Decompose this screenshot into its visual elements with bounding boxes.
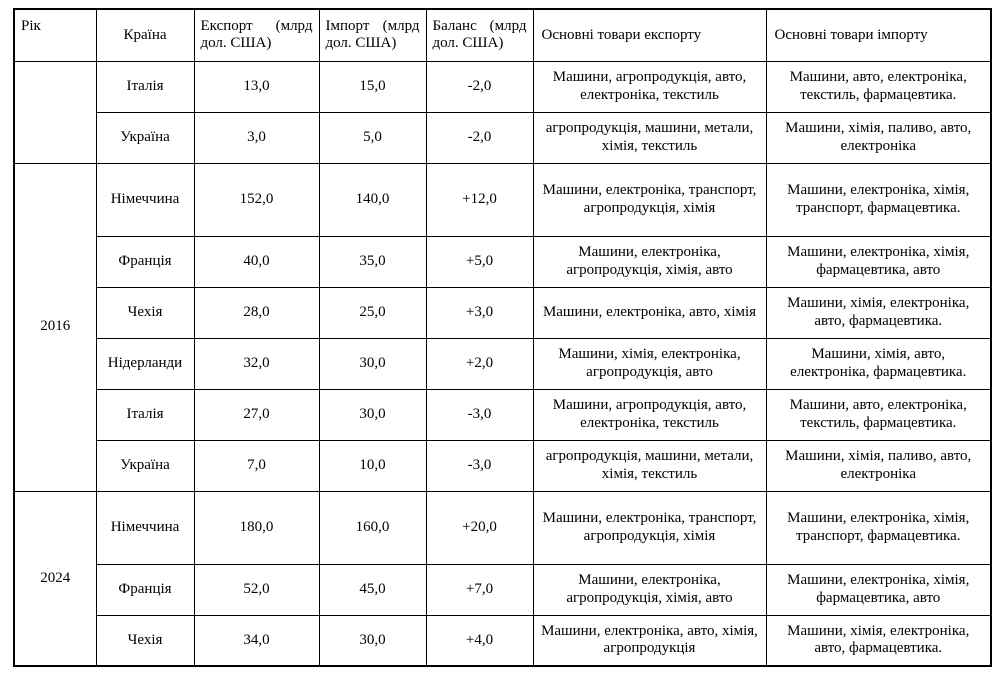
country-cell: Франція bbox=[96, 236, 194, 287]
table-row bbox=[14, 564, 991, 615]
import-goods-cell: Машини, авто, електроніка, текстиль, фармацевтика. bbox=[766, 389, 991, 440]
export-cell: 3,0 bbox=[194, 112, 319, 163]
table-row bbox=[14, 615, 991, 666]
country-cell: Німеччина bbox=[96, 163, 194, 236]
country-cell: Україна bbox=[96, 112, 194, 163]
export-cell: 34,0 bbox=[194, 615, 319, 666]
trade-data-table bbox=[13, 8, 992, 667]
import-goods-cell: Машини, хімія, авто, електроніка, фармацевтика. bbox=[766, 338, 991, 389]
table-row bbox=[14, 163, 991, 236]
col-header-country: Країна bbox=[96, 9, 194, 61]
table-row bbox=[14, 338, 991, 389]
export-cell: 28,0 bbox=[194, 287, 319, 338]
table-row bbox=[14, 440, 991, 491]
balance-cell: -3,0 bbox=[426, 389, 533, 440]
table-row bbox=[14, 112, 991, 163]
year-cell-2016: 2016 bbox=[14, 163, 96, 491]
import-goods-cell: Машини, хімія, паливо, авто, електроніка bbox=[766, 112, 991, 163]
export-cell: 152,0 bbox=[194, 163, 319, 236]
import-cell: 35,0 bbox=[319, 236, 426, 287]
import-cell: 140,0 bbox=[319, 163, 426, 236]
export-cell: 40,0 bbox=[194, 236, 319, 287]
balance-cell: +4,0 bbox=[426, 615, 533, 666]
export-goods-cell: Машини, електроніка, авто, хімія bbox=[533, 287, 766, 338]
import-cell: 160,0 bbox=[319, 491, 426, 564]
col-header-balance: Баланс (млрд дол. США) bbox=[426, 9, 533, 61]
year-cell-blank bbox=[14, 61, 96, 163]
export-goods-cell: Машини, хімія, електроніка, агропродукція, авто bbox=[533, 338, 766, 389]
table-row bbox=[14, 389, 991, 440]
col-header-year: Рік bbox=[14, 9, 96, 61]
import-cell: 15,0 bbox=[319, 61, 426, 112]
balance-cell: +3,0 bbox=[426, 287, 533, 338]
import-cell: 45,0 bbox=[319, 564, 426, 615]
country-cell: Нідерланди bbox=[96, 338, 194, 389]
import-goods-cell: Машини, електроніка, хімія, транспорт, фармацевтика. bbox=[766, 491, 991, 564]
import-cell: 30,0 bbox=[319, 338, 426, 389]
export-cell: 52,0 bbox=[194, 564, 319, 615]
col-header-import-goods: Основні товари імпорту bbox=[766, 9, 991, 61]
import-goods-cell: Машини, хімія, електроніка, авто, фармацевтика. bbox=[766, 615, 991, 666]
col-header-export: Експорт (млрд дол. США) bbox=[194, 9, 319, 61]
export-cell: 27,0 bbox=[194, 389, 319, 440]
import-cell: 30,0 bbox=[319, 615, 426, 666]
country-cell: Німеччина bbox=[96, 491, 194, 564]
year-cell-2024: 2024 bbox=[14, 491, 96, 666]
balance-cell: -2,0 bbox=[426, 112, 533, 163]
table-row bbox=[14, 236, 991, 287]
import-cell: 25,0 bbox=[319, 287, 426, 338]
import-cell: 10,0 bbox=[319, 440, 426, 491]
export-goods-cell: агропродукція, машини, метали, хімія, текстиль bbox=[533, 440, 766, 491]
export-goods-cell: Машини, електроніка, агропродукція, хімія, авто bbox=[533, 564, 766, 615]
export-goods-cell: Машини, електроніка, транспорт, агропродукція, хімія bbox=[533, 163, 766, 236]
import-goods-cell: Машини, електроніка, хімія, транспорт, фармацевтика. bbox=[766, 163, 991, 236]
balance-cell: +2,0 bbox=[426, 338, 533, 389]
balance-cell: -2,0 bbox=[426, 61, 533, 112]
country-cell: Франція bbox=[96, 564, 194, 615]
table-row bbox=[14, 287, 991, 338]
import-goods-cell: Машини, хімія, електроніка, авто, фармацевтика. bbox=[766, 287, 991, 338]
export-goods-cell: Машини, електроніка, авто, хімія, агропродукція bbox=[533, 615, 766, 666]
balance-cell: +7,0 bbox=[426, 564, 533, 615]
export-goods-cell: Машини, агропродукція, авто, електроніка, текстиль bbox=[533, 61, 766, 112]
table-header-row bbox=[14, 9, 991, 61]
export-goods-cell: Машини, електроніка, транспорт, агропродукція, хімія bbox=[533, 491, 766, 564]
country-cell: Україна bbox=[96, 440, 194, 491]
import-goods-cell: Машини, авто, електроніка, текстиль, фармацевтика. bbox=[766, 61, 991, 112]
export-cell: 32,0 bbox=[194, 338, 319, 389]
country-cell: Італія bbox=[96, 61, 194, 112]
export-goods-cell: Машини, електроніка, агропродукція, хімія, авто bbox=[533, 236, 766, 287]
import-cell: 30,0 bbox=[319, 389, 426, 440]
country-cell: Італія bbox=[96, 389, 194, 440]
balance-cell: -3,0 bbox=[426, 440, 533, 491]
import-goods-cell: Машини, хімія, паливо, авто, електроніка bbox=[766, 440, 991, 491]
export-goods-cell: агропродукція, машини, метали, хімія, текстиль bbox=[533, 112, 766, 163]
col-header-import: Імпорт (млрд дол. США) bbox=[319, 9, 426, 61]
table-row bbox=[14, 491, 991, 564]
balance-cell: +20,0 bbox=[426, 491, 533, 564]
table-row bbox=[14, 61, 991, 112]
import-goods-cell: Машини, електроніка, хімія, фармацевтика, авто bbox=[766, 564, 991, 615]
import-goods-cell: Машини, електроніка, хімія, фармацевтика, авто bbox=[766, 236, 991, 287]
export-cell: 7,0 bbox=[194, 440, 319, 491]
balance-cell: +12,0 bbox=[426, 163, 533, 236]
country-cell: Чехія bbox=[96, 287, 194, 338]
export-cell: 13,0 bbox=[194, 61, 319, 112]
balance-cell: +5,0 bbox=[426, 236, 533, 287]
export-cell: 180,0 bbox=[194, 491, 319, 564]
export-goods-cell: Машини, агропродукція, авто, електроніка, текстиль bbox=[533, 389, 766, 440]
country-cell: Чехія bbox=[96, 615, 194, 666]
col-header-export-goods: Основні товари експорту bbox=[533, 9, 766, 61]
import-cell: 5,0 bbox=[319, 112, 426, 163]
